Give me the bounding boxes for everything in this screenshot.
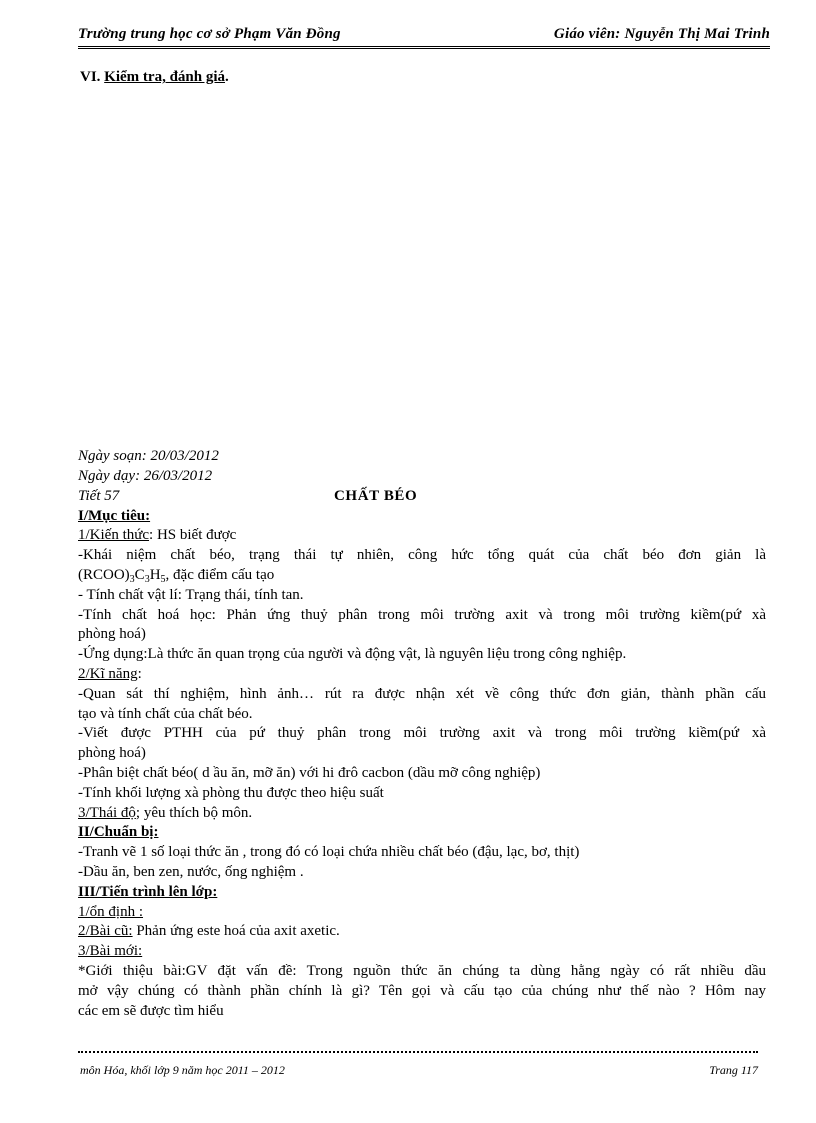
skills-item-1b: tạo và tính chất của chất béo. bbox=[78, 705, 253, 722]
page-footer bbox=[78, 1051, 758, 1077]
process-heading: III/Tiến trình lên lớp: bbox=[78, 883, 218, 900]
knowledge-item-1a: -Khái niệm chất béo, trạng thái tự nhiên, công hức tổng quát của chất béo đơn giản là bbox=[78, 547, 766, 564]
intro-line-3: các em sẽ được tìm hiểu bbox=[78, 1002, 224, 1019]
date-prepared: Ngày soạn: 20/03/2012 bbox=[78, 448, 219, 464]
process-old-rest: Phản ứng este hoá của axit axetic. bbox=[132, 923, 340, 940]
lesson-content bbox=[78, 447, 766, 1021]
knowledge-label: 1/Kiến thức bbox=[78, 527, 150, 544]
skills-rest: : bbox=[137, 665, 142, 682]
formula-part: H bbox=[149, 566, 161, 583]
knowledge-rest: : HS biết được bbox=[149, 527, 237, 544]
formula-sub: 3 bbox=[144, 573, 150, 585]
process-old-line bbox=[78, 922, 766, 942]
section-6-end: . bbox=[225, 69, 229, 85]
knowledge-item-3b: phòng hoá) bbox=[78, 626, 146, 643]
formula-sub: 5 bbox=[160, 573, 166, 585]
skills-label: 2/Kĩ năng bbox=[78, 665, 138, 682]
knowledge-line bbox=[78, 526, 766, 546]
footer-page-number: Trang 117 bbox=[709, 1063, 758, 1077]
formula-tail: , đặc điểm cấu tạo bbox=[165, 566, 275, 583]
prep-item-2: -Dầu ăn, ben zen, nước, ống nghiệm . bbox=[78, 863, 304, 880]
process-stable: 1/ổn định : bbox=[78, 903, 144, 920]
section-6-heading bbox=[80, 69, 229, 86]
lesson-period: Tiết 57 bbox=[78, 487, 120, 504]
skills-line bbox=[78, 665, 766, 685]
formula-sub: 3 bbox=[129, 573, 135, 585]
formula-part: C bbox=[134, 566, 145, 583]
process-new-label: 3/Bài mới: bbox=[78, 943, 143, 960]
knowledge-item-1b bbox=[78, 566, 766, 586]
prep-heading: II/Chuẩn bị: bbox=[78, 824, 159, 841]
attitude-line bbox=[78, 804, 766, 824]
formula-part: (RCOO) bbox=[78, 566, 130, 583]
intro-line-2: mở vậy chúng có thành phần chính là gì? Tên gọi và cấu tạo của chúng như thế nào ? Hôm nay bbox=[78, 982, 766, 999]
skills-item-2b: phòng hoá) bbox=[78, 745, 146, 762]
attitude-rest: ; yêu thích bộ môn. bbox=[135, 804, 253, 821]
footer-course: môn Hóa, khối lớp 9 năm học 2011 – 2012 bbox=[80, 1063, 285, 1077]
knowledge-item-3a: -Tính chất hoá học: Phản ứng thuỷ phân trong môi trường axit và trong môi trường kiềm(pứ xà bbox=[78, 606, 766, 623]
process-old-label: 2/Bài cũ: bbox=[78, 923, 133, 940]
section-6-number: VI. bbox=[80, 69, 101, 85]
skills-item-1a: -Quan sát thí nghiệm, hình ảnh… rút ra được nhận xét về công thức đơn giản, thành phần cấu bbox=[78, 685, 766, 702]
header-teacher: Giáo viên: Nguyễn Thị Mai Trinh bbox=[553, 26, 770, 42]
knowledge-item-4: -Ứng dụng:Là thức ăn quan trọng của người và động vật, là nguyên liệu trong công nghiệp. bbox=[78, 646, 627, 663]
intro-line-1: *Giới thiệu bài:GV đặt vấn đề: Trong nguồn thức ăn chúng ta dùng hằng ngày có rất nhiều dầu bbox=[78, 962, 766, 979]
lesson-title: CHẤT BÉO bbox=[334, 487, 418, 504]
date-taught: Ngày dạy: 26/03/2012 bbox=[78, 467, 213, 484]
prep-item-1: -Tranh vẽ 1 số loại thức ăn , trong đó có loại chứa nhiều chất béo (đậu, lạc, bơ, thịt) bbox=[78, 844, 580, 861]
skills-item-4: -Tính khối lượng xà phòng thu được theo hiệu suất bbox=[78, 784, 384, 801]
skills-item-3: -Phân biệt chất béo( d ầu ăn, mỡ ăn) với hi đrô cacbon (dầu mỡ công nghiệp) bbox=[78, 764, 541, 781]
skills-item-2a: -Viết được PTHH của pứ thuỷ phân trong môi trường axit và trong môi trường kiềm(pứ xà bbox=[78, 725, 766, 742]
objectives-heading: I/Mục tiêu: bbox=[78, 507, 151, 524]
attitude-label: 3/Thái độ bbox=[78, 804, 136, 821]
header-school: Trường trung học cơ sở Phạm Văn Đồng bbox=[78, 26, 341, 42]
lesson-title-row bbox=[78, 487, 766, 507]
section-6-title: Kiểm tra, đánh giá bbox=[104, 69, 226, 85]
knowledge-item-2: - Tính chất vật lí: Trạng thái, tính tan. bbox=[78, 586, 304, 603]
page-header bbox=[78, 26, 770, 49]
